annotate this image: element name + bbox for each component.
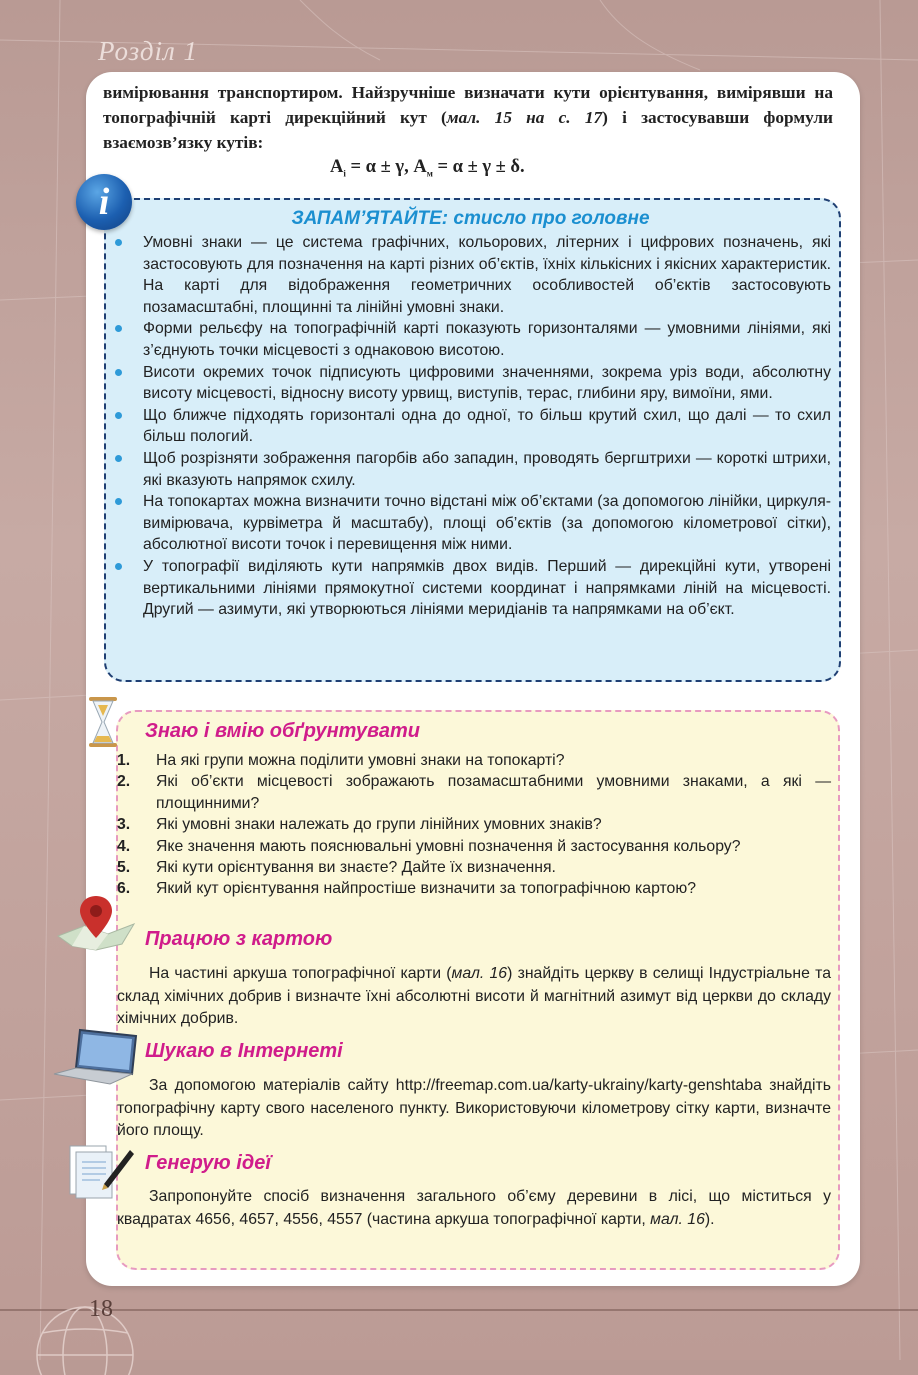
map-task-text-2: ) знайдіть церкву в селищі Індустріальне та склад хімічних добрив і визначте їхні абсолютні висоти й магнітний азимут від церкви до складу хімічних добрив. — [117, 965, 831, 1027]
question-number: 3. — [117, 816, 131, 834]
list-item — [115, 318, 831, 361]
map-pin-icon — [56, 892, 136, 952]
list-item — [115, 491, 831, 556]
question-number: 6. — [117, 880, 131, 898]
list-item — [117, 771, 831, 814]
list-item — [115, 448, 831, 491]
internet-title: Шукаю в Інтернеті — [145, 1040, 343, 1062]
intro-paragraph — [103, 80, 833, 155]
ideas-text-1: Запропонуйте спосіб визначення загального об’єму деревини в лісі, що міститься у квадратах 4656, 4657, 4556, 4557 (частина аркуша топографічної карти, — [117, 1188, 831, 1228]
list-item-text: Щоб розрізняти зображення пагорбів або западин, проводять бергштрихи — короткі штрихи, які вказують напрямок схилу. — [143, 449, 831, 489]
intro-text-1: вимірювання транспортиром. Найзручніше визначати кути орієнтування, вимірявши на топографічній карті дирекційний кут ( — [103, 83, 833, 127]
formula-a: А — [330, 157, 344, 177]
list-item-text: Форми рельєфу на топографічній карті показують горизонталями — умовними лініями, які з’єднують точки місцевості з однаковою висотою. — [143, 320, 831, 359]
map-task-title: Працюю з картою — [145, 928, 333, 950]
bullet-icon — [115, 563, 122, 570]
intro-text-2: ) і застосувавши формули взаємозв’язку кутів: — [103, 108, 833, 152]
question-number: 5. — [117, 859, 131, 877]
question-list — [117, 750, 831, 900]
know-title: Знаю і вмію обґрунтувати — [145, 720, 420, 742]
bullet-icon — [115, 239, 122, 246]
intro-figure-ref: мал. 15 на с. 17 — [446, 108, 603, 127]
list-item — [115, 405, 831, 448]
list-item-text: Висоти окремих точок підписують цифровими значеннями, зокрема уріз води, абсолютну висоту місцевості, відносну висоту урвищ, виступів, терас, глибини яру, вимоїни, ями. — [143, 363, 831, 403]
question-text: Яке значення мають пояснювальні умовні позначення й застосування кольору? — [156, 837, 741, 855]
question-number: 4. — [117, 837, 131, 855]
bullet-icon — [115, 412, 122, 419]
bullet-icon — [115, 498, 122, 505]
formula-a-rest: = α ± γ, — [345, 157, 414, 177]
question-text: Які умовні знаки належать до групи лінійних умовних знаків? — [156, 816, 602, 834]
formula-b: А — [413, 157, 427, 177]
list-item — [115, 362, 831, 405]
bullet-icon — [115, 325, 122, 332]
list-item-text: Що ближче підходять горизонталі одна до одної, то більш крутий схил, що далі — то схил більш пологий. — [143, 406, 831, 446]
remember-list — [115, 232, 831, 621]
map-task-figure-ref: мал. 16 — [451, 965, 508, 982]
list-item — [117, 878, 831, 899]
list-item — [115, 232, 831, 318]
list-item — [117, 857, 831, 878]
list-item-text: На топокартах можна визначити точно відстані між об’єктами (за допомогою лінійки, циркуля-вимірювача, курвіметра й масштабу), площі об’єктів (за допомогою кілометрової сітки), абсолютної висоти точок і перевищення між ними. — [143, 493, 832, 554]
question-number: 2. — [117, 773, 131, 791]
bullet-icon — [115, 455, 122, 462]
ideas-title: Генерую ідеї — [145, 1152, 271, 1174]
question-text: Який кут орієнтування найпростіше визначити за топографічною картою? — [156, 880, 696, 898]
list-item — [117, 836, 831, 857]
ideas-text — [117, 1186, 831, 1231]
map-task-text — [117, 963, 831, 1031]
question-number: 1. — [117, 752, 131, 769]
list-item — [117, 750, 831, 771]
angle-formula — [330, 157, 525, 179]
question-text: Які об’єкти місцевості зображають позамасштабними умовними знаками, а які — площинними? — [156, 773, 831, 812]
ideas-figure-ref: мал. 16 — [650, 1210, 705, 1228]
formula-b-rest: = α ± γ ± δ. — [432, 157, 525, 177]
bullet-icon — [115, 369, 122, 376]
question-text: На які групи можна поділити умовні знаки на топокарті? — [156, 752, 565, 769]
list-item-text: У топографії виділяють кути напрямків двох видів. Перший — дирекційні кути, утворені вертикальними лініями прямокутної системи координат і напрямками ліній на місцевості. Другий — азимути, які утворюються лініями меридіанів та напрямками на об’єкт. — [143, 557, 831, 619]
ideas-text-2: ). — [704, 1210, 715, 1228]
map-task-text-1: На частині аркуша топографічної карти ( — [149, 965, 452, 982]
section-label: Розділ 1 — [98, 36, 199, 66]
question-text: Які кути орієнтування ви знаєте? Дайте їх визначення. — [156, 859, 556, 877]
info-icon: i — [76, 174, 132, 230]
globe-icon — [30, 1285, 140, 1375]
page-number: 18 — [89, 1296, 113, 1322]
remember-title: ЗАПАМ’ЯТАЙТЕ: стисло про головне — [291, 208, 650, 229]
internet-text: За допомогою матеріалів сайту http://freemap.com.ua/karty-ukrainy/karty-genshtaba знайдіть топографічну карту свого населеного пункту. Використовуючи кілометрову сітку карти, визначте його площу. — [117, 1077, 831, 1139]
hourglass-icon — [86, 696, 120, 748]
formula-a-sub: і — [343, 168, 346, 179]
list-item-text: Умовні знаки — це система графічних, кольорових, літерних і цифрових позначень, які застосовують для позначення на карті різних об’єктів, їхніх кількісних і якісних характеристик. На карті для відображення геометричних особливостей об’єктів застосовують позамасштабні, площинні та лінійні умовні знаки. — [143, 234, 831, 316]
list-item — [115, 556, 831, 621]
formula-b-sub: м — [426, 168, 433, 179]
list-item — [117, 814, 831, 835]
